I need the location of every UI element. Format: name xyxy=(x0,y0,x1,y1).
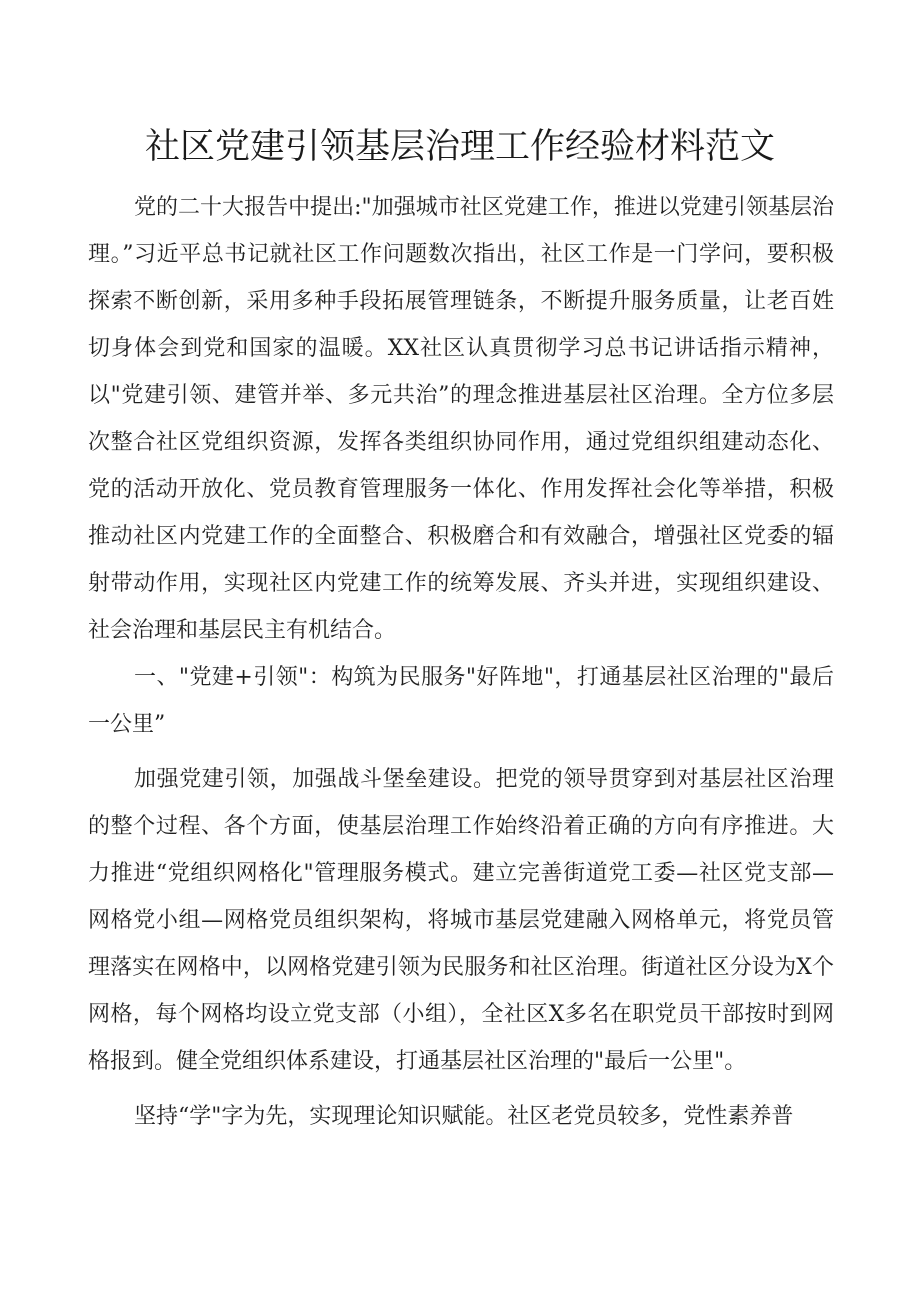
paragraph-study-first: 坚持“学"字为先，实现理论知识赋能。社区老党员较多，党性素养普 xyxy=(134,1104,794,1129)
paragraph-spacer xyxy=(88,1085,834,1093)
section-heading-1: 一、"党建+引领"：构筑为民服务"好阵地"，打通基层社区治理的"最后一公里” xyxy=(88,665,834,737)
paragraph-intro: 党的二十大报告中提出:"加强城市社区党建工作，推进以党建引领基层治理。”习近平总书记就社区工作问题数次指出，社区工作是一门学问，要积极探索不断创新，采用多种手段拓展管理链条，不断提升服务质量，让老百姓切身体会到党和国家的温暖。XX社区认真贯彻学习总书记讲话指示精神，以"党建引领、建管并举、多元共治”的理念推进基层社区治理。全方位多层次整合社区党组织资源，发挥各类组织协同作用，通过党组织组建动态化、党的活动开放化、党员教育管理服务一体化、作用发挥社会化等举措，积极推动社区内党建工作的全面整合、积极磨合和有效融合，增强社区党委的辐射带动作用，实现社区内党建工作的统筹发展、齐头并进，实现组织建设、社会治理和基层民主有机结合。 xyxy=(88,195,834,643)
paragraph-spacer xyxy=(88,748,834,756)
document-body xyxy=(88,184,834,1140)
paragraph-party-leadership: 加强党建引领，加强战斗堡垒建设。把党的领导贯穿到对基层社区治理的整个过程、各个方面，使基层治理工作始终沿着正确的方向有序推进。大力推进“党组织网格化"管理服务模式。建立完善街道党工委—社区党支部—网格党小组—网格党员组织架构，将城市基层党建融入网格单元，将党员管理落实在网格中，以网格党建引领为民服务和社区治理。街道社区分设为X个网格，每个网格均设立党支部（小组），全社区X多名在职党员干部按时到网格报到。健全党组织体系建设，打通基层社区治理的"最后一公里"。 xyxy=(88,767,834,1074)
document-title: 社区党建引领基层治理工作经验材料范文 xyxy=(144,127,775,167)
